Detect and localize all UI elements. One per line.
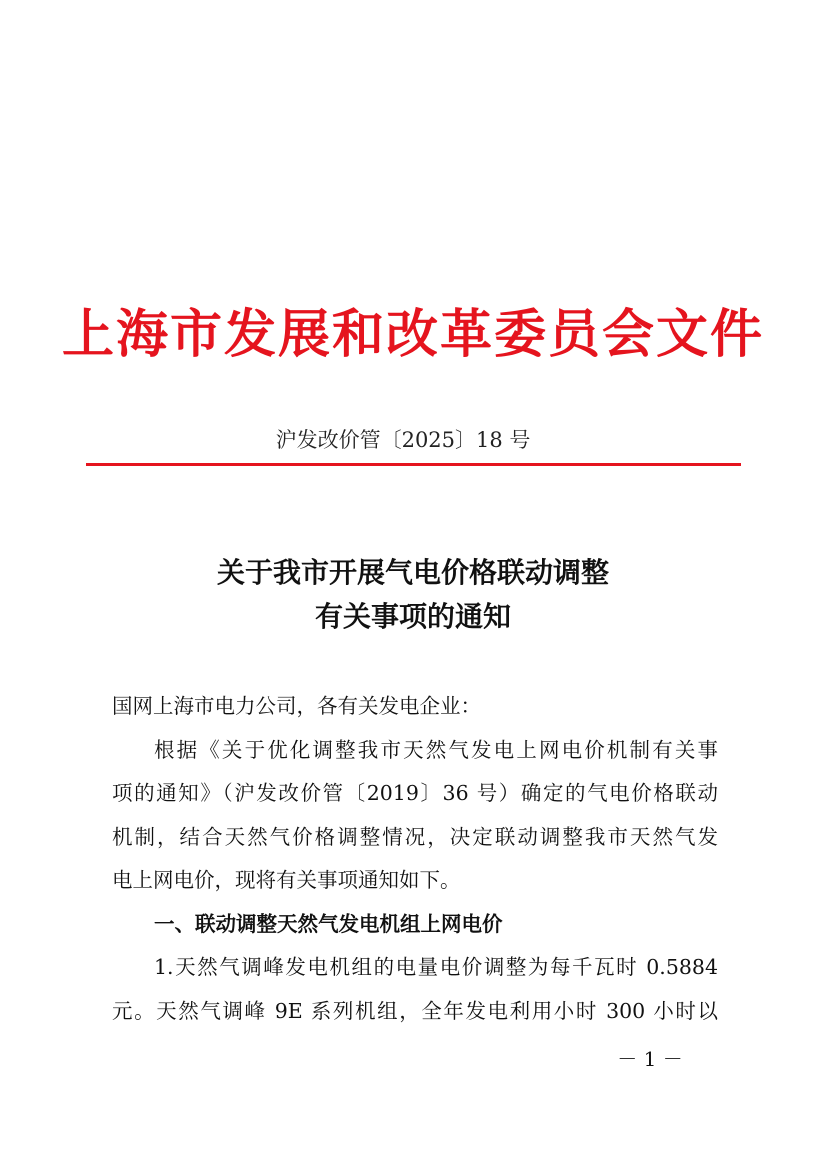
paragraph-1-line-4: 电上网电价，现将有关事项通知如下。 (112, 868, 461, 892)
paragraph-2-line-2: 元。天然气调峰 9E 系列机组，全年发电利用小时 300 小时以 (112, 998, 718, 1023)
paragraph-2-line-1: 1.天然气调峰发电机组的电量电价调整为每千瓦时 0.5884 (154, 955, 718, 979)
section-1-heading: 一、联动调整天然气发电机组上网电价 (154, 911, 503, 936)
paragraph-1-line-2: 项的通知》（沪发改价管〔2019〕36 号）确定的气电价格联动 (112, 781, 718, 805)
red-separator-line (86, 463, 741, 466)
document-number: 沪发改价管〔2025〕18 号 (275, 428, 531, 452)
title-line-2: 有关事项的通知 (314, 600, 511, 633)
title-line-1: 关于我市开展气电价格联动调整 (216, 556, 609, 589)
page-number: － 1 － (617, 1047, 683, 1071)
addressee: 国网上海市电力公司，各有关发电企业： (112, 694, 481, 718)
paragraph-1-line-1: 根据《关于优化调整我市天然气发电上网电价机制有关事 (154, 737, 718, 762)
document-title (0, 551, 826, 639)
issuer-masthead: 上海市发展和改革委员会文件 (61, 304, 764, 365)
paragraph-1-line-3: 机制，结合天然气价格调整情况，决定联动调整我市天然气发 (112, 824, 718, 849)
document-body (112, 685, 718, 1033)
